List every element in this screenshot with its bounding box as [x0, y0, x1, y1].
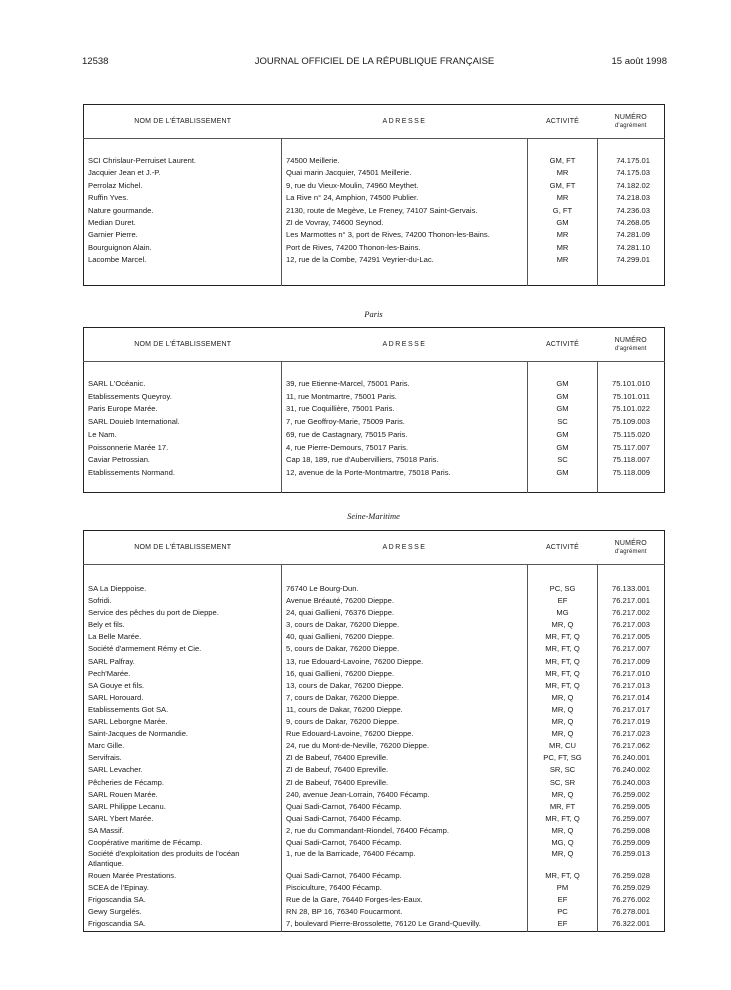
col-header-activity: ACTIVITÉ	[528, 105, 598, 139]
approval-number: 76.278.001	[611, 907, 650, 917]
approval-number: 76.217.023	[611, 729, 650, 739]
establishment-activity: MR, FT, Q	[528, 656, 598, 668]
col-header-name: NOM DE L'ÉTABLISSEMENT	[84, 531, 282, 565]
approval-number: 75.101.010	[611, 379, 650, 388]
approval-number: 75.115.020	[612, 429, 650, 439]
establishment-address: Les Marmottes n° 3, port de Rives, 74200 Thonon-les-Bains.	[282, 229, 528, 241]
establishment-address: 16, quai Gallieni, 76200 Dieppe.	[282, 668, 528, 680]
table-row	[84, 825, 665, 837]
approval-number: 76.217.007	[611, 644, 650, 654]
establishment-activity: MR, CU	[528, 740, 598, 752]
col-header-activity: ACTIVITÉ	[528, 328, 598, 362]
col-header-number: NUMÉRO d'agrément	[598, 531, 665, 565]
establishment-address: 7, cours de Dakar, 76200 Dieppe.	[282, 692, 528, 704]
table-row	[84, 619, 665, 631]
establishment-name: Poissonnerie Marée 17.	[84, 442, 282, 455]
col-header-number: NUMÉRO d'agrément	[598, 105, 665, 139]
establishment-address: Quai Sadi-Carnot, 76400 Fécamp.	[282, 813, 528, 825]
table-row	[84, 595, 665, 607]
table-row	[84, 668, 665, 680]
establishment-address: La Rive n° 24, Amphion, 74500 Publier.	[282, 192, 528, 204]
approval-number: 75.118.009	[612, 467, 650, 477]
establishment-address: 240, avenue Jean-Lorrain, 76400 Fécamp.	[282, 789, 528, 801]
approval-number: 76.217.001	[611, 596, 650, 606]
table-row	[84, 813, 665, 825]
approval-number: 76.322.001	[611, 919, 650, 929]
table-row	[84, 918, 665, 931]
establishment-activity: MR	[528, 167, 598, 179]
establishment-activity: SC	[528, 454, 598, 467]
table-row	[84, 801, 665, 813]
establishment-activity: EF	[528, 918, 598, 931]
col-header-address: ADRESSE	[282, 531, 528, 565]
establishment-name: SARL Douieb International.	[84, 416, 282, 429]
approval-number: 76.217.010	[611, 668, 650, 678]
establishment-address: Rue Edouard-Lavoine, 76200 Dieppe.	[282, 728, 528, 740]
establishment-name: Ruffin Yves.	[84, 192, 282, 204]
table-row	[84, 180, 665, 192]
establishment-activity: MR, Q	[528, 825, 598, 837]
establishment-activity: MR, FT, Q	[528, 813, 598, 825]
approval-number: 76.217.009	[611, 656, 650, 666]
establishment-activity: GM	[528, 467, 598, 480]
col-header-name: NOM DE L'ÉTABLISSEMENT	[84, 105, 282, 139]
establishment-activity: MR, Q	[528, 728, 598, 740]
establishment-name: SCI Chrislaur-Perruiset Laurent.	[84, 155, 282, 167]
approval-number: 76.217.019	[611, 717, 650, 727]
table-row	[84, 680, 665, 692]
establishment-activity: MG, Q	[528, 837, 598, 849]
table-row	[84, 155, 665, 167]
table-row	[84, 607, 665, 619]
establishment-address: 4, rue Pierre-Demours, 75017 Paris.	[282, 442, 528, 455]
establishment-name: SARL Palfray.	[84, 656, 282, 668]
establishment-name: Service des pêches du port de Dieppe.	[84, 607, 282, 619]
establishment-name: Pech'Marée.	[84, 668, 282, 680]
col-header-name: NOM DE L'ÉTABLISSEMENT	[84, 328, 282, 362]
table-row	[84, 192, 665, 204]
establishment-address: 11, cours de Dakar, 76200 Dieppe.	[282, 704, 528, 716]
establishment-table-paris	[83, 327, 665, 493]
approval-number: 76.259.002	[611, 789, 650, 799]
establishment-name: Servifrais.	[84, 752, 282, 764]
journal-title: JOURNAL OFFICIEL DE LA RÉPUBLIQUE FRANÇAISE	[254, 56, 495, 67]
establishment-name: Sofridi.	[84, 595, 282, 607]
establishment-name: Frigoscandia SA.	[84, 918, 282, 931]
approval-number: 75.101.022	[611, 404, 650, 414]
approval-number: 76.217.002	[611, 608, 650, 618]
establishment-name: Pêcheries de Fécamp.	[84, 777, 282, 789]
establishment-activity: MR, Q	[528, 619, 598, 631]
table-row	[84, 849, 665, 870]
establishment-name: SCEA de l'Epinay.	[84, 882, 282, 894]
table-row	[84, 454, 665, 467]
establishment-name: Etablissements Queyroy.	[84, 391, 282, 404]
establishment-address: 2, rue du Commandant-Riondel, 76400 Fécamp.	[282, 825, 528, 837]
establishment-activity: MG	[528, 607, 598, 619]
establishment-name: SARL Leborgne Marée.	[84, 716, 282, 728]
establishment-address: 5, cours de Dakar, 76200 Dieppe.	[282, 643, 528, 655]
approval-number: 76.259.005	[611, 801, 650, 811]
establishment-activity: GM	[528, 429, 598, 442]
establishment-address: Avenue Bréauté, 76200 Dieppe.	[282, 595, 528, 607]
establishment-activity: EF	[528, 595, 598, 607]
table-row	[84, 777, 665, 789]
table-row	[84, 906, 665, 918]
establishment-address: 13, cours de Dakar, 76200 Dieppe.	[282, 680, 528, 692]
establishment-address: RN 28, BP 16, 76340 Foucarmont.	[282, 906, 528, 918]
table-row	[84, 643, 665, 655]
approval-number: 76.240.002	[611, 765, 650, 775]
establishment-address: 7, boulevard Pierre-Brossolette, 76120 Le Grand-Quevilly.	[282, 918, 528, 931]
publication-date: 15 août 1998	[611, 56, 667, 67]
approval-number: 75.101.011	[612, 391, 650, 401]
establishment-activity: MR	[528, 254, 598, 266]
approval-number: 74.299.01	[616, 255, 650, 265]
establishment-address: 11, rue Montmartre, 75001 Paris.	[282, 391, 528, 404]
establishment-address: 24, quai Gallieni, 76376 Dieppe.	[282, 607, 528, 619]
establishment-activity: SR, SC	[528, 764, 598, 776]
establishment-activity: GM	[528, 378, 598, 391]
table-row	[84, 692, 665, 704]
section-title-seine-maritime: Seine-Maritime	[347, 511, 400, 521]
establishment-table-seine-maritime	[83, 530, 665, 932]
approval-number: 76.259.028	[611, 871, 650, 881]
table-row	[84, 167, 665, 179]
col-header-number: NUMÉRO d'agrément	[598, 328, 665, 362]
establishment-activity: MR, Q	[528, 849, 598, 870]
establishment-address: 12, avenue de la Porte-Montmartre, 75018 Paris.	[282, 467, 528, 480]
establishment-name: Gewy Surgelés.	[84, 906, 282, 918]
approval-number: 74.281.10	[616, 242, 650, 252]
establishment-name: Perrolaz Michel.	[84, 180, 282, 192]
col-header-address: ADRESSE	[282, 105, 528, 139]
approval-number: 76.217.062	[611, 741, 650, 751]
approval-number: 76.259.013	[611, 849, 650, 859]
establishment-activity: MR, FT, Q	[528, 680, 598, 692]
approval-number: 76.217.014	[611, 692, 650, 702]
approval-number: 76.217.005	[611, 632, 650, 642]
establishment-activity: PC, SG	[528, 583, 598, 595]
establishment-name: Coopérative maritime de Fécamp.	[84, 837, 282, 849]
table-row	[84, 789, 665, 801]
page-header	[82, 56, 667, 70]
establishment-name: SARL Horouard.	[84, 692, 282, 704]
establishment-address: 9, rue du Vieux-Moulin, 74960 Meythet.	[282, 180, 528, 192]
approval-number: 76.133.001	[611, 584, 650, 593]
table-row	[84, 728, 665, 740]
establishment-activity: MR, FT, Q	[528, 870, 598, 882]
establishment-address: 12, rue de la Combe, 74291 Veyrier-du-Lac.	[282, 254, 528, 266]
establishment-address: 31, rue Coquillière, 75001 Paris.	[282, 403, 528, 416]
approval-number: 76.276.002	[611, 895, 650, 905]
page-number: 12538	[82, 56, 109, 67]
establishment-address: Quai Sadi-Carnot, 76400 Fécamp.	[282, 870, 528, 882]
establishment-address: 69, rue de Castagnary, 75015 Paris.	[282, 429, 528, 442]
establishment-address: 76740 Le Bourg-Dun.	[282, 583, 528, 595]
approval-number: 76.240.001	[611, 753, 650, 763]
establishment-name: Median Duret.	[84, 217, 282, 229]
establishment-name: SARL Rouen Marée.	[84, 789, 282, 801]
establishment-address: 74500 Meillerie.	[282, 155, 528, 167]
table-row	[84, 740, 665, 752]
establishment-activity: MR, FT, Q	[528, 643, 598, 655]
establishment-address: ZI de Vovray, 74600 Seynod.	[282, 217, 528, 229]
approval-number: 75.117.007	[612, 442, 650, 452]
establishment-activity: SC	[528, 416, 598, 429]
establishment-name: Société d'armement Rémy et Cie.	[84, 643, 282, 655]
establishment-name: Saint-Jacques de Normandie.	[84, 728, 282, 740]
establishment-name: SARL Levacher.	[84, 764, 282, 776]
approval-number: 76.217.003	[611, 620, 650, 630]
col-header-address: ADRESSE	[282, 328, 528, 362]
establishment-name: Bely et fils.	[84, 619, 282, 631]
establishment-name: Caviar Petrossian.	[84, 454, 282, 467]
establishment-address: Quai marin Jacquier, 74501 Meillerie.	[282, 167, 528, 179]
approval-number: 75.109.003	[611, 417, 650, 427]
establishment-address: Pisciculture, 76400 Fécamp.	[282, 882, 528, 894]
establishment-name: Etablissements Got SA.	[84, 704, 282, 716]
establishment-name: Société d'exploitation des produits de l'océan Atlantique.	[84, 849, 282, 870]
establishment-activity: MR	[528, 229, 598, 241]
establishment-address: Quai Sadi-Carnot, 76400 Fécamp.	[282, 801, 528, 813]
establishment-activity: GM, FT	[528, 155, 598, 167]
table-row	[84, 242, 665, 254]
establishment-name: SARL Ybert Marée.	[84, 813, 282, 825]
establishment-activity: MR, FT, Q	[528, 631, 598, 643]
table-row	[84, 704, 665, 716]
establishment-name: Bourguignon Alain.	[84, 242, 282, 254]
establishment-activity: PM	[528, 882, 598, 894]
approval-number: 76.240.003	[611, 777, 650, 787]
establishment-activity: GM	[528, 442, 598, 455]
table-row	[84, 894, 665, 906]
table-row	[84, 752, 665, 764]
table-row	[84, 467, 665, 480]
table-row	[84, 205, 665, 217]
table-row	[84, 429, 665, 442]
table-row	[84, 882, 665, 894]
establishment-name: Garnier Pierre.	[84, 229, 282, 241]
table-row	[84, 229, 665, 241]
establishment-activity: MR	[528, 192, 598, 204]
establishment-address: Port de Rives, 74200 Thonon-les-Bains.	[282, 242, 528, 254]
establishment-address: 9, cours de Dakar, 76200 Dieppe.	[282, 716, 528, 728]
establishment-activity: MR, Q	[528, 716, 598, 728]
establishment-name: Frigoscandia SA.	[84, 894, 282, 906]
establishment-activity: MR, FT	[528, 801, 598, 813]
establishment-address: 2130, route de Megève, Le Freney, 74107 Saint-Gervais.	[282, 205, 528, 217]
establishment-activity: G, FT	[528, 205, 598, 217]
establishment-address: ZI de Babeuf, 76400 Epreville.	[282, 752, 528, 764]
table-row	[84, 442, 665, 455]
table-row	[84, 870, 665, 882]
establishment-activity: MR, FT, Q	[528, 668, 598, 680]
approval-number: 74.175.01	[616, 156, 650, 165]
table-row	[84, 583, 665, 595]
establishment-name: Paris Europe Marée.	[84, 403, 282, 416]
table-row	[84, 837, 665, 849]
approval-number: 76.259.009	[611, 837, 650, 847]
approval-number: 76.259.007	[611, 813, 650, 823]
establishment-address: 1, rue de la Barricade, 76400 Fécamp.	[282, 849, 528, 870]
establishment-name: SA Massif.	[84, 825, 282, 837]
approval-number: 74.182.02	[616, 180, 650, 190]
approval-number: 74.268.05	[616, 218, 650, 228]
establishment-activity: MR, Q	[528, 692, 598, 704]
establishment-name: SARL L'Océanic.	[84, 378, 282, 391]
establishment-address: 39, rue Etienne-Marcel, 75001 Paris.	[282, 378, 528, 391]
approval-number: 76.259.029	[611, 883, 650, 893]
establishment-name: Marc Gille.	[84, 740, 282, 752]
approval-number: 76.217.013	[611, 680, 650, 690]
establishment-activity: MR, Q	[528, 789, 598, 801]
establishment-name: SA La Dieppoise.	[84, 583, 282, 595]
approval-number: 74.236.03	[616, 205, 650, 215]
establishment-activity: GM	[528, 217, 598, 229]
establishment-address: Quai Sadi-Carnot, 76400 Fécamp.	[282, 837, 528, 849]
table-row	[84, 656, 665, 668]
establishment-name: Jacquier Jean et J.-P.	[84, 167, 282, 179]
establishment-activity: EF	[528, 894, 598, 906]
establishment-address: 24, rue du Mont-de-Neville, 76200 Dieppe.	[282, 740, 528, 752]
table-row	[84, 254, 665, 266]
establishment-activity: PC	[528, 906, 598, 918]
establishment-name: Nature gourmande.	[84, 205, 282, 217]
table-row	[84, 403, 665, 416]
establishment-name: SARL Philippe Lecanu.	[84, 801, 282, 813]
establishment-name: Le Nam.	[84, 429, 282, 442]
establishment-activity: PC, FT, SG	[528, 752, 598, 764]
approval-number: 74.218.03	[616, 193, 650, 203]
establishment-activity: MR	[528, 242, 598, 254]
approval-number: 76.259.008	[611, 825, 650, 835]
establishment-address: Rue de la Gare, 76440 Forges-les-Eaux.	[282, 894, 528, 906]
table-row	[84, 378, 665, 391]
establishment-name: SA Gouye et fils.	[84, 680, 282, 692]
establishment-address: ZI de Babeuf, 76400 Epreville.	[282, 777, 528, 789]
table-row	[84, 416, 665, 429]
establishment-activity: GM	[528, 403, 598, 416]
approval-number: 75.118.007	[612, 455, 650, 465]
establishment-address: ZI de Babeuf, 76400 Epreville.	[282, 764, 528, 776]
establishment-address: 3, cours de Dakar, 76200 Dieppe.	[282, 619, 528, 631]
establishment-address: Cap 18, 189, rue d'Aubervilliers, 75018 Paris.	[282, 454, 528, 467]
establishment-address: 13, rue Edouard-Lavoine, 76200 Dieppe.	[282, 656, 528, 668]
table-row	[84, 716, 665, 728]
establishment-name: Rouen Marée Prestations.	[84, 870, 282, 882]
establishment-activity: MR, Q	[528, 704, 598, 716]
approval-number: 74.281.09	[616, 230, 650, 240]
col-header-activity: ACTIVITÉ	[528, 531, 598, 565]
table-row	[84, 631, 665, 643]
table-row	[84, 764, 665, 776]
establishment-activity: GM, FT	[528, 180, 598, 192]
section-title-paris: Paris	[364, 309, 383, 319]
approval-number: 76.217.017	[611, 704, 650, 714]
establishment-activity: GM	[528, 391, 598, 404]
establishment-name: Etablissements Normand.	[84, 467, 282, 480]
establishment-activity: SC, SR	[528, 777, 598, 789]
establishment-address: 7, rue Geoffroy-Marie, 75009 Paris.	[282, 416, 528, 429]
establishment-name: La Belle Marée.	[84, 631, 282, 643]
table-row	[84, 391, 665, 404]
table-row	[84, 217, 665, 229]
approval-number: 74.175.03	[616, 168, 650, 178]
establishment-table-haute-savoie	[83, 104, 665, 286]
establishment-address: 40, quai Gallieni, 76200 Dieppe.	[282, 631, 528, 643]
establishment-name: Lacombe Marcel.	[84, 254, 282, 266]
